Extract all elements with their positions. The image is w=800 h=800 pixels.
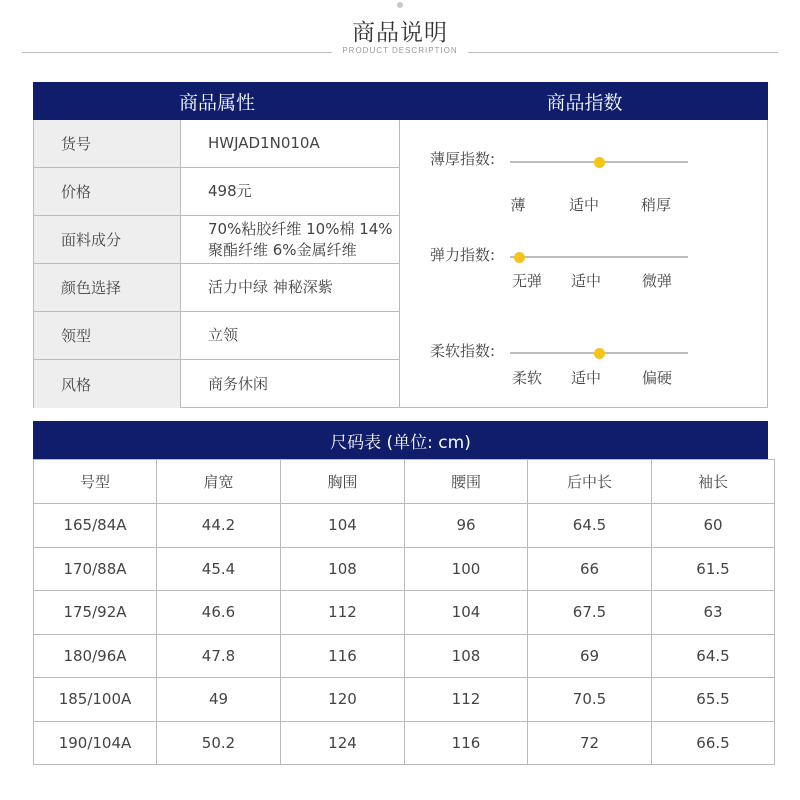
column-header: 袖长: [652, 460, 775, 504]
table-cell: 49: [157, 678, 281, 722]
attribute-value: [181, 216, 399, 263]
table-cell: 124: [281, 721, 405, 765]
page-subtitle: PRODUCT DESCRIPTION: [342, 46, 458, 55]
page-title: 商品说明: [352, 20, 448, 46]
column-header: 胸围: [281, 460, 405, 504]
attribute-key: 价格: [34, 168, 181, 215]
table-cell: 45.4: [157, 547, 281, 591]
table-cell: 180/96A: [34, 634, 157, 678]
table-cell: 104: [281, 504, 405, 548]
column-header: 后中长: [528, 460, 652, 504]
table-cell: 65.5: [652, 678, 775, 722]
table-cell: 175/92A: [34, 591, 157, 635]
table-cell: 46.6: [157, 591, 281, 635]
index-track: [510, 256, 688, 258]
index-label: 柔软指数:: [430, 342, 496, 360]
column-header: 腰围: [405, 460, 528, 504]
index-option: 稍厚: [640, 196, 672, 214]
table-cell: 64.5: [528, 504, 652, 548]
table-cell: 64.5: [652, 634, 775, 678]
column-header: 肩宽: [157, 460, 281, 504]
table-cell: 47.8: [157, 634, 281, 678]
attribute-value: HWJAD1N010A: [208, 134, 320, 152]
index-option: 适中: [570, 369, 602, 387]
size-table: [33, 459, 775, 765]
table-cell: 104: [405, 591, 528, 635]
attribute-value-line: 70%粘胶纤维 10%棉 14%: [208, 219, 393, 238]
table-cell: 165/84A: [34, 504, 157, 548]
table-cell: 100: [405, 547, 528, 591]
attribute-row: [34, 216, 399, 264]
table-cell: 112: [281, 591, 405, 635]
attribute-key: 面料成分: [34, 216, 181, 263]
index-knob-icon: [514, 252, 525, 263]
table-cell: 96: [405, 504, 528, 548]
index-knob-icon: [594, 348, 605, 359]
attribute-row: [34, 360, 399, 408]
attribute-row: [34, 312, 399, 360]
table-cell: 61.5: [652, 547, 775, 591]
attribute-key: 领型: [34, 312, 181, 359]
attribute-row: [34, 120, 399, 168]
table-row: [34, 547, 775, 591]
size-table-header-row: [34, 460, 775, 504]
page-header: [0, 0, 800, 70]
column-header: 号型: [34, 460, 157, 504]
table-cell: 120: [281, 678, 405, 722]
index-option: 柔软: [511, 369, 543, 387]
attribute-row: [34, 168, 399, 216]
index-option: 无弹: [511, 272, 543, 290]
table-row: [34, 634, 775, 678]
size-table-heading: 尺码表 (单位: cm): [33, 421, 768, 459]
index-option: 微弹: [641, 272, 673, 290]
table-row: [34, 721, 775, 765]
attribute-key: 风格: [34, 360, 181, 408]
attributes-table: [33, 120, 400, 408]
attribute-key: 货号: [34, 120, 181, 167]
table-cell: 170/88A: [34, 547, 157, 591]
table-cell: 69: [528, 634, 652, 678]
table-cell: 66.5: [652, 721, 775, 765]
table-cell: 190/104A: [34, 721, 157, 765]
attribute-row: [34, 264, 399, 312]
attribute-value: 498元: [208, 182, 252, 200]
table-row: [34, 678, 775, 722]
table-cell: 67.5: [528, 591, 652, 635]
index-option: 薄: [510, 196, 526, 214]
indices-heading: 商品指数: [546, 91, 623, 114]
table-row: [34, 504, 775, 548]
table-cell: 72: [528, 721, 652, 765]
attribute-value-line: 聚酯纤维 6%金属纤维: [208, 240, 357, 259]
index-knob-icon: [594, 157, 605, 168]
header-dot-icon: [397, 2, 403, 8]
table-cell: 66: [528, 547, 652, 591]
index-label: 薄厚指数:: [430, 150, 496, 168]
table-cell: 44.2: [157, 504, 281, 548]
table-cell: 63: [652, 591, 775, 635]
index-track: [510, 352, 688, 354]
index-track: [510, 161, 688, 163]
attribute-value: 活力中绿 神秘深紫: [208, 278, 333, 296]
table-cell: 116: [405, 721, 528, 765]
section-band-top: [33, 82, 768, 120]
attribute-value: 商务休闲: [208, 374, 269, 393]
table-cell: 112: [405, 678, 528, 722]
table-cell: 108: [405, 634, 528, 678]
table-cell: 116: [281, 634, 405, 678]
table-cell: 50.2: [157, 721, 281, 765]
indices-panel: [400, 120, 768, 408]
index-option: 适中: [570, 272, 602, 290]
attribute-key: 颜色选择: [34, 264, 181, 311]
table-row: [34, 591, 775, 635]
table-cell: 185/100A: [34, 678, 157, 722]
table-cell: 60: [652, 504, 775, 548]
attributes-heading: 商品属性: [178, 91, 255, 114]
attribute-value: 立领: [208, 326, 239, 344]
index-option: 适中: [568, 196, 600, 214]
table-cell: 70.5: [528, 678, 652, 722]
table-cell: 108: [281, 547, 405, 591]
index-option: 偏硬: [641, 369, 673, 387]
index-label: 弹力指数:: [430, 246, 496, 264]
